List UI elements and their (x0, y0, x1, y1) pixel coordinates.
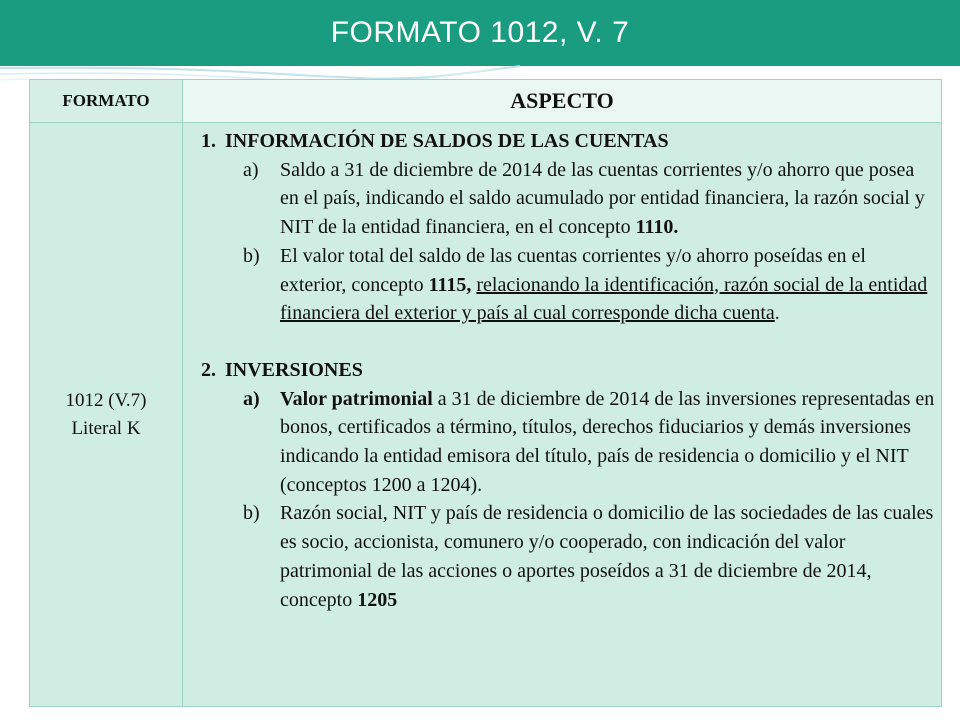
header-formato: FORMATO (30, 80, 183, 123)
aspecto-cell (183, 123, 942, 707)
content-table (29, 79, 942, 707)
item-letter: b) (243, 244, 260, 267)
item-text: Valor patrimonial a 31 de diciembre de 2014 de las inversiones representadas en bonos, certificados a término, títulos, derechos fiduciarios y demás inversiones indicando la entidad emisora del título, país de residencia o domicilio y el NIT (conceptos 1200 a 1204). (280, 387, 935, 496)
slide-title: FORMATO 1012, V. 7 (330, 16, 630, 49)
section-2-heading (201, 356, 935, 385)
formato-cell (30, 123, 183, 707)
section-title: INFORMACIÓN DE SALDOS DE LAS CUENTAS (225, 130, 669, 152)
title-bar (0, 0, 960, 66)
item-text: Saldo a 31 de diciembre de 2014 de las cuentas corrientes y/o ahorro que posea en el país, indicando el saldo acumulado por entidad financiera, la razón social y NIT de la entidad financiera, en el concepto 1110. (280, 158, 925, 239)
item-letter: a) (243, 387, 260, 410)
section-2-item-b (201, 499, 935, 614)
item-letter: a) (243, 158, 259, 181)
section-1-item-b (201, 242, 935, 328)
section-title: INVERSIONES (225, 358, 363, 381)
section-2-item-a (201, 385, 935, 500)
section-number: 2. (201, 358, 216, 381)
item-text: El valor total del saldo de las cuentas corrientes y/o ahorro poseídas en el exterior, concepto 1115, relacionando la identificación, razón social de la entidad financiera del exterior y país al cual corresponde dicha cuenta. (280, 244, 928, 325)
section-number: 1. (201, 130, 216, 152)
item-letter: b) (243, 502, 260, 525)
formato-code: 1012 (V.7) (65, 389, 147, 411)
section-1-item-a (201, 156, 935, 242)
section-1-heading (201, 127, 935, 156)
header-aspecto: ASPECTO (183, 80, 942, 123)
formato-literal: Literal K (71, 417, 141, 439)
item-text: Razón social, NIT y país de residencia o domicilio de las sociedades de las cuales es socio, accionista, comunero y/o cooperado, con indicación del valor patrimonial de las acciones o aportes poseídos a 31 de diciembre de 2014, concepto 1205 (280, 502, 934, 611)
